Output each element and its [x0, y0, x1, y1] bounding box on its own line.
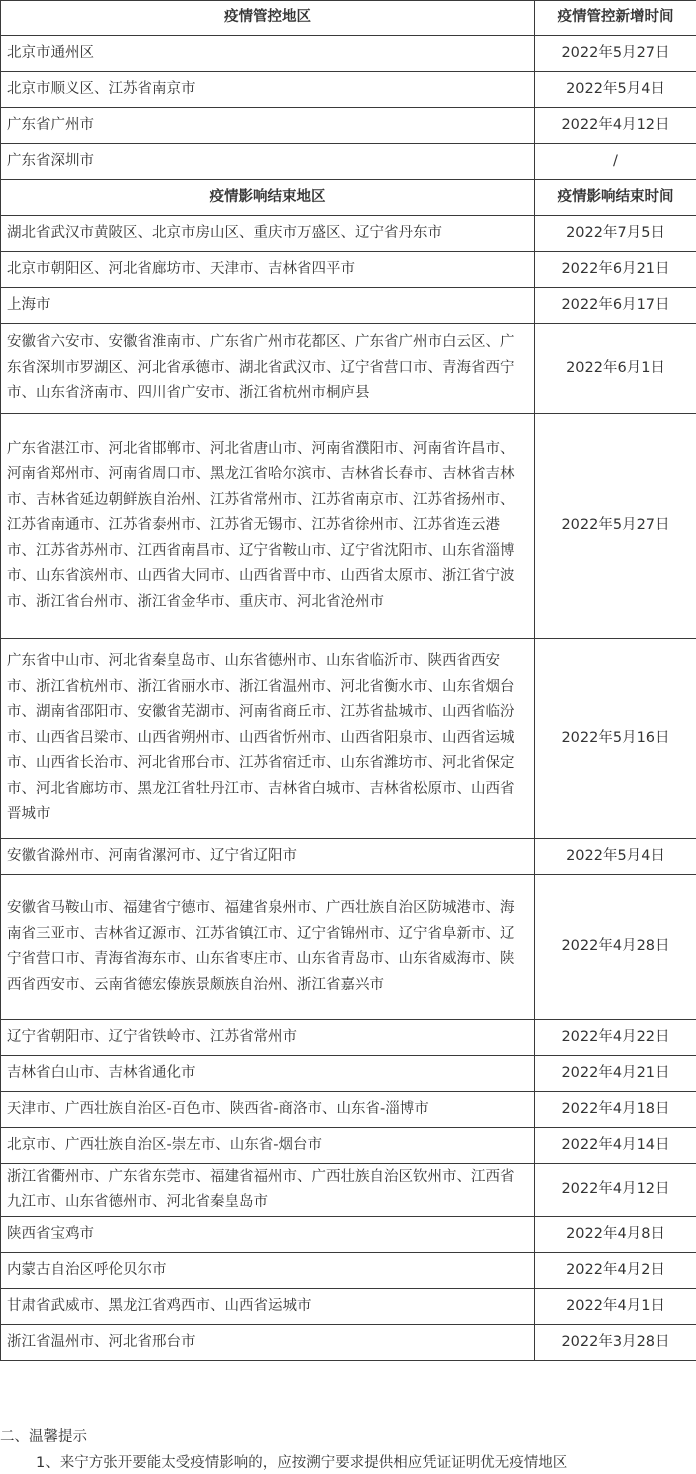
control-region-header: 疫情管控地区 [1, 1, 535, 36]
date-cell: 2022年4月18日 [535, 1092, 696, 1128]
tips-heading: 二、温馨提示 [0, 1426, 87, 1448]
region-cell: 广东省深圳市 [1, 144, 535, 180]
ended-row [1, 324, 696, 414]
date-cell: 2022年7月5日 [535, 216, 696, 252]
ended-row [1, 1325, 696, 1361]
ended-time-header: 疫情影响结束时间 [535, 180, 696, 216]
control-row [1, 144, 696, 180]
date-cell: 2022年4月1日 [535, 1289, 696, 1325]
region-cell: 广东省广州市 [1, 108, 535, 144]
ended-row [1, 216, 696, 252]
region-cell: 安徽省六安市、安徽省淮南市、广东省广州市花都区、广东省广州市白云区、广东省深圳市罗湖区、河北省承德市、湖北省武汉市、辽宁省营口市、青海省西宁市、山东省济南市、四川省广安市、浙江省杭州市桐庐县 [1, 324, 535, 414]
date-cell: 2022年4月28日 [535, 875, 696, 1020]
ended-row [1, 288, 696, 324]
region-cell: 湖北省武汉市黄陂区、北京市房山区、重庆市万盛区、辽宁省丹东市 [1, 216, 535, 252]
region-cell: 上海市 [1, 288, 535, 324]
ended-row [1, 1253, 696, 1289]
region-cell: 甘肃省武威市、黑龙江省鸡西市、山西省运城市 [1, 1289, 535, 1325]
region-cell: 北京市通州区 [1, 36, 535, 72]
ended-row [1, 839, 696, 875]
date-cell: 2022年5月4日 [535, 839, 696, 875]
ended-row [1, 875, 696, 1020]
date-cell: 2022年4月12日 [535, 108, 696, 144]
control-row [1, 36, 696, 72]
date-cell: 2022年4月8日 [535, 1217, 696, 1253]
date-cell: 2022年5月16日 [535, 639, 696, 839]
region-cell: 广东省湛江市、河北省邯郸市、河北省唐山市、河南省濮阳市、河南省许昌市、河南省郑州市、河南省周口市、黑龙江省哈尔滨市、吉林省长春市、吉林省吉林市、吉林省延边朝鲜族自治州、江苏省常州市、江苏省南京市、江苏省扬州市、江苏省南通市、江苏省泰州市、江苏省无锡市、江苏省徐州市、江苏省连云港市、江苏省苏州市、江西省南昌市、辽宁省鞍山市、辽宁省沈阳市、山东省淄博市、山东省滨州市、山西省大同市、山西省晋中市、山西省太原市、浙江省宁波市、浙江省台州市、浙江省金华市、重庆市、河北省沧州市 [1, 414, 535, 639]
date-cell: 2022年5月4日 [535, 72, 696, 108]
ended-row [1, 1164, 696, 1217]
date-cell: 2022年4月22日 [535, 1020, 696, 1056]
ended-row [1, 1289, 696, 1325]
region-cell: 辽宁省朝阳市、辽宁省铁岭市、江苏省常州市 [1, 1020, 535, 1056]
region-cell: 浙江省衢州市、广东省东莞市、福建省福州市、广西壮族自治区钦州市、江西省九江市、山东省德州市、河北省秦皇岛市 [1, 1164, 535, 1217]
date-cell: 2022年4月14日 [535, 1128, 696, 1164]
control-row [1, 72, 696, 108]
date-cell: 2022年6月1日 [535, 324, 696, 414]
region-cell: 安徽省马鞍山市、福建省宁德市、福建省泉州市、广西壮族自治区防城港市、海南省三亚市、吉林省辽源市、江苏省镇江市、辽宁省锦州市、辽宁省阜新市、辽宁省营口市、青海省海东市、山东省枣庄市、山东省青岛市、山东省威海市、陕西省西安市、云南省德宏傣族景颇族自治州、浙江省嘉兴市 [1, 875, 535, 1020]
ended-row [1, 252, 696, 288]
date-cell: 2022年5月27日 [535, 36, 696, 72]
region-cell: 天津市、广西壮族自治区-百色市、陕西省-商洛市、山东省-淄博市 [1, 1092, 535, 1128]
date-cell: 2022年4月12日 [535, 1164, 696, 1217]
date-cell: 2022年4月21日 [535, 1056, 696, 1092]
date-cell: / [535, 144, 696, 180]
region-cell: 陕西省宝鸡市 [1, 1217, 535, 1253]
region-table-body [1, 1, 696, 1361]
region-cell: 广东省中山市、河北省秦皇岛市、山东省德州市、山东省临沂市、陕西省西安市、浙江省杭州市、浙江省丽水市、浙江省温州市、河北省衡水市、山东省烟台市、湖南省邵阳市、安徽省芜湖市、河南省商丘市、江苏省盐城市、山西省临汾市、山西省吕梁市、山西省朔州市、山西省忻州市、山西省阳泉市、山西省运城市、山西省长治市、河北省邢台市、江苏省宿迁市、山东省潍坊市、河北省保定市、河北省廊坊市、黑龙江省牡丹江市、吉林省白城市、吉林省松原市、山西省晋城市 [1, 639, 535, 839]
ended-row [1, 1056, 696, 1092]
ended-row [1, 1092, 696, 1128]
ended-row [1, 1128, 696, 1164]
region-cell: 北京市朝阳区、河北省廊坊市、天津市、吉林省四平市 [1, 252, 535, 288]
ended-header-row [1, 180, 696, 216]
control-header-row [1, 1, 696, 36]
date-cell: 2022年3月28日 [535, 1325, 696, 1361]
region-cell: 内蒙古自治区呼伦贝尔市 [1, 1253, 535, 1289]
ended-row [1, 414, 696, 639]
ended-row [1, 1217, 696, 1253]
control-row [1, 108, 696, 144]
region-cell: 北京市顺义区、江苏省南京市 [1, 72, 535, 108]
date-cell: 2022年5月27日 [535, 414, 696, 639]
control-time-header: 疫情管控新增时间 [535, 1, 696, 36]
region-cell: 浙江省温州市、河北省邢台市 [1, 1325, 535, 1361]
region-cell: 安徽省滁州市、河南省漯河市、辽宁省辽阳市 [1, 839, 535, 875]
region-cell: 北京市、广西壮族自治区-崇左市、山东省-烟台市 [1, 1128, 535, 1164]
region-cell: 吉林省白山市、吉林省通化市 [1, 1056, 535, 1092]
date-cell: 2022年6月21日 [535, 252, 696, 288]
date-cell: 2022年6月17日 [535, 288, 696, 324]
ended-row [1, 639, 696, 839]
ended-row [1, 1020, 696, 1056]
ended-region-header: 疫情影响结束地区 [1, 180, 535, 216]
tips-item-1: 1、来宁方张开要能太受疫情影响的，应按溯宁要求提供相应凭证证明优无疫情地区 [36, 1452, 567, 1474]
date-cell: 2022年4月2日 [535, 1253, 696, 1289]
